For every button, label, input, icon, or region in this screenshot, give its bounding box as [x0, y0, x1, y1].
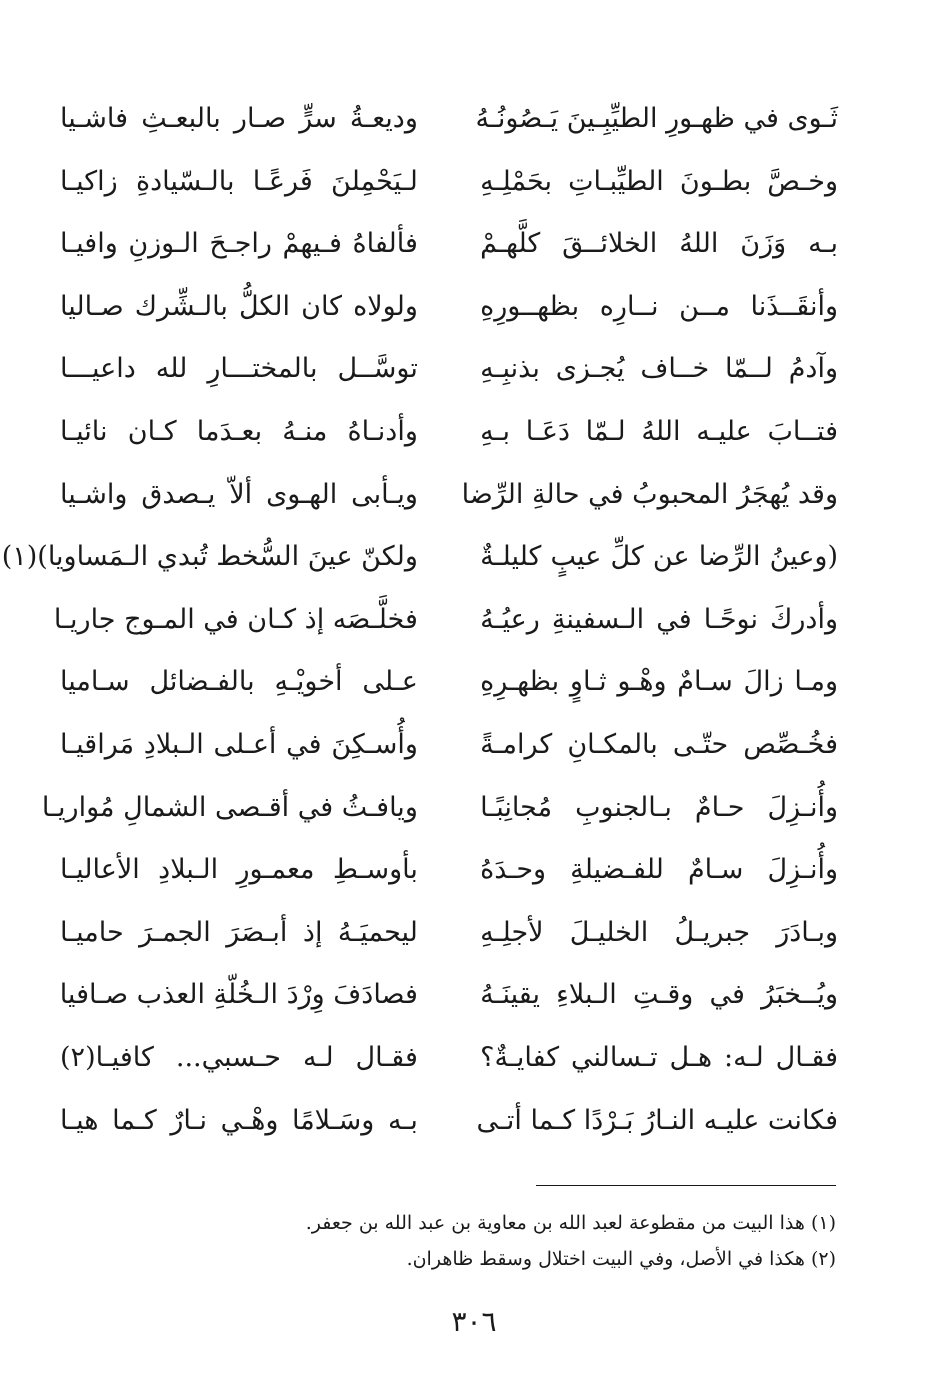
footnote: (١) هذا البيت من مقطوعة لعبد الله بن معاوية بن عبد الله بن جعفر.	[305, 1212, 836, 1234]
verse-first-hemistich: وأُنـزِلَ سـامٌ للفـضيلةِ وحـدَهُ	[480, 854, 838, 886]
verse	[60, 1090, 838, 1153]
verse-first-hemistich: ويُــخبَرُ في وقـتِ الـبلاءِ يقينَـهُ	[480, 979, 838, 1011]
verse-first-hemistich: بـه وَزَنَ اللهُ الخلائــقَ كلَّهـمْ	[480, 228, 838, 260]
verse	[60, 464, 838, 527]
verse-first-hemistich: وأدركَ نوحًـا في الـسفينةِ رعيُـهُ	[480, 603, 838, 635]
verse	[60, 651, 838, 714]
verse-second-hemistich: ويافـثُ في أقـصى الشمالِ مُواريـا	[41, 791, 418, 823]
verse-first-hemistich: وبـادَرَ جبريـلُ الخليـلَ لأجلِـهِ	[480, 916, 838, 948]
verse	[60, 88, 838, 151]
verse	[60, 839, 838, 902]
verse-second-hemistich: بأوسـطِ معمـورِ الـبلادِ الأعاليـا	[60, 854, 418, 886]
verse	[53, 589, 838, 652]
verse-second-hemistich: ويـأبى الهـوى ألاّ يـصدق واشـيا	[60, 478, 418, 510]
footnotes	[276, 1205, 836, 1277]
verse	[60, 902, 838, 965]
verse-first-hemistich: فخُـصِّص حتّـى بالمكـانِ كرامـةً	[480, 729, 838, 761]
verse-first-hemistich: وأُنـزِلَ حـامٌ بـالجنوبِ مُجانِبًـا	[480, 791, 838, 823]
verse-second-hemistich: عـلى أخويْـهِ بالفـضائل سـاميا	[60, 666, 418, 698]
verse-first-hemistich: فتــابَ عليـه اللهُ لـمّا دَعَـا بـهِ	[480, 416, 838, 448]
verse-first-hemistich: وخـصَّ بطـونَ الطيِّبـاتِ بحَمْلِـهِ	[480, 165, 838, 197]
verse-second-hemistich: وأُسـكِنَ في أعـلى الـبلادِ مَراقيـا	[60, 729, 418, 761]
verse-second-hemistich: فألفاهُ فـيهمْ راجـحَ الـوزنِ وافيـا	[60, 228, 418, 260]
verse-second-hemistich: فخلَّـصَه إذ كـان في المـوج جاريـا	[53, 603, 418, 635]
verse	[60, 401, 838, 464]
verse-first-hemistich: ثَـوى في ظهـورِ الطيِّبِـينَ يَـصُونُـهُ	[475, 103, 838, 135]
verse-second-hemistich: وديعـةُ سرٍّ صـار بالبعـثِ فاشـيا	[60, 103, 418, 135]
poem	[1, 88, 838, 1152]
verse-second-hemistich: فصادَفَ وِرْدَ الـخُلّةِ العذب صـافيا	[59, 979, 418, 1011]
verse-second-hemistich: بـه وسَـلامًا وهْـي نـارٌ كـما هيـا	[60, 1104, 418, 1136]
verse-second-hemistich: لـيَحْمِلنَ فَرعًـا بالـسّيادةِ زاكيـا	[60, 165, 418, 197]
verse-second-hemistich: ليحميَـهُ إذ أبـصَرَ الجمـرَ حاميـا	[60, 916, 418, 948]
verse	[60, 1027, 838, 1090]
verse-second-hemistich: وأدنـاهُ منـهُ بعـدَما كـان نائيـا	[60, 416, 418, 448]
verse-first-hemistich: فقـال لـه: هـل تـسالني كفايـةٌ؟	[480, 1042, 838, 1073]
verse-first-hemistich: فكانت عليـه النـارُ بَـرْدًا كـما أتـى	[476, 1104, 838, 1136]
page-number: ٣٠٦	[451, 1305, 497, 1338]
verse	[60, 714, 838, 777]
footnote: (٢) هكذا في الأصل، وفي البيت اختلال وسقط ظاهران.	[406, 1248, 836, 1270]
verse-first-hemistich: وقد يُهجَرُ المحبوبُ في حالةِ الرِّضا	[461, 478, 838, 510]
verse	[60, 276, 838, 339]
verse	[1, 526, 838, 589]
verse-first-hemistich: ومـا زالَ سـامٌ وهْـو ثـاوٍ بظهـرِهِ	[480, 666, 838, 698]
verse-first-hemistich: وأنقَــذَنا مــن نــارِه بظهــورِهِ	[480, 290, 838, 322]
verse-first-hemistich: وآدمُ لــمّا خــاف يُجـزى بذنبِـهِ	[480, 353, 838, 385]
verse	[60, 964, 838, 1027]
verse-first-hemistich: (وعينُ الرِّضا عن كلِّ عيبٍ كليلـةٌ	[480, 541, 838, 573]
verse	[41, 777, 838, 840]
verse	[60, 338, 838, 401]
verse	[60, 151, 838, 214]
verse-second-hemistich: توسَّــل بالمختـــارِ لله داعيـــا	[60, 353, 418, 385]
verse	[60, 213, 838, 276]
footnote-divider	[536, 1185, 836, 1186]
verse-second-hemistich: ولولاه كان الكلُّ بالـشِّرك صـاليا	[60, 290, 418, 322]
verse-second-hemistich: ولكنّ عينَ السُّخط تُبدي الـمَساويا)(١)	[1, 541, 418, 573]
verse-second-hemistich: فقـال لـه حـسبي... كافيـا(٢)	[60, 1042, 418, 1073]
